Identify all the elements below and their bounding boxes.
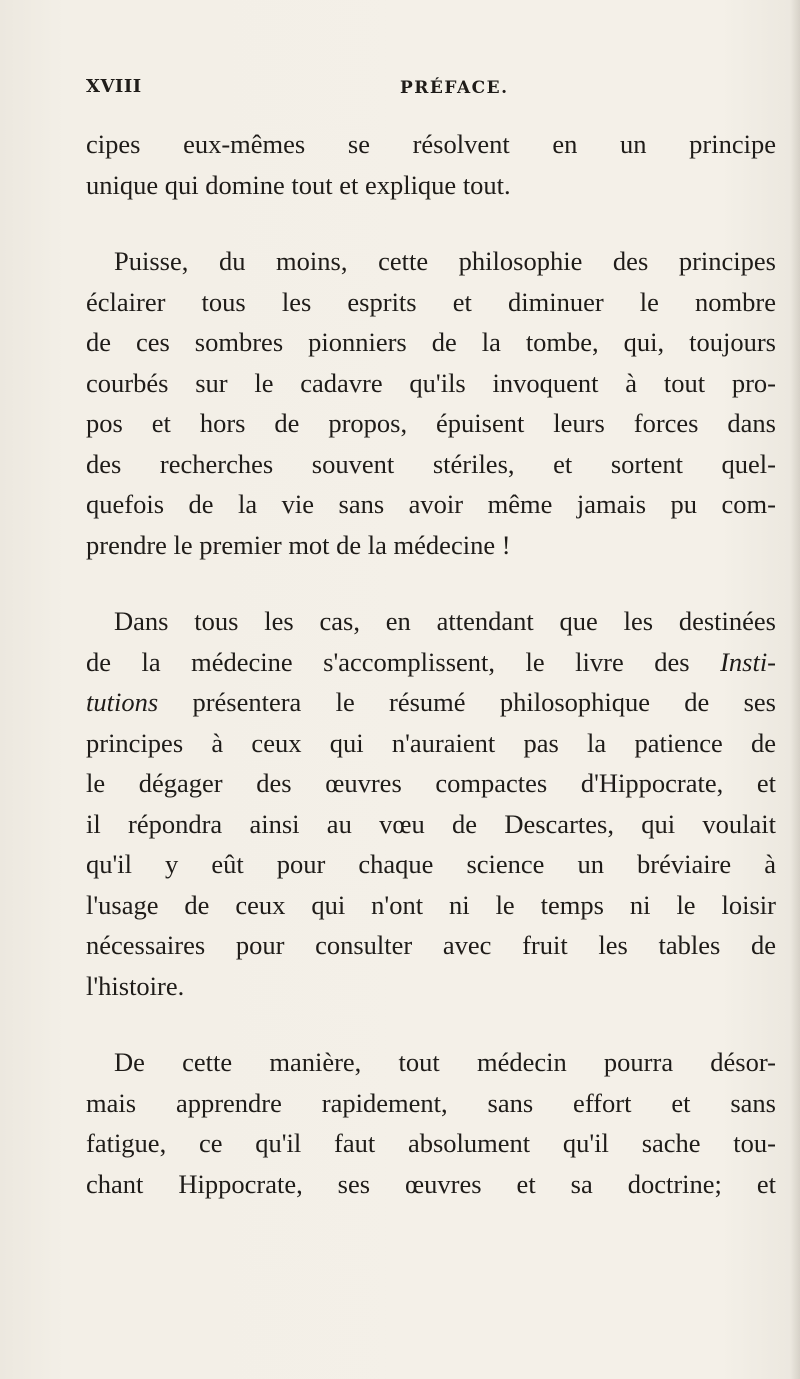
text-line: cipes eux-mêmes se résolvent en un principe <box>86 129 776 159</box>
text-line: fatigue, ce qu'il faut absolument qu'il sache tou- <box>86 1128 776 1158</box>
text-line: prendre le premier mot de la médecine ! <box>86 529 511 560</box>
text-line: éclairer tous les esprits et diminuer le nombre <box>86 286 776 317</box>
text-line: De cette manière, tout médecin pourra désor- <box>114 1047 776 1077</box>
paragraph-3 <box>86 601 776 1006</box>
text-line: nécessaires pour consulter avec fruit les tables de <box>86 930 776 960</box>
text-line: pos et hors de propos, épuisent leurs forces dans <box>86 408 776 438</box>
text-line: unique qui domine tout et explique tout. <box>86 169 511 200</box>
paragraph-4 <box>86 1042 776 1204</box>
text-fragment: de la médecine s'accomplissent, le livre des <box>86 646 690 677</box>
italic-title: Insti- <box>720 646 776 677</box>
text-line: Dans tous les cas, en attendant que les destinées <box>114 606 776 636</box>
paragraph-1 <box>86 124 776 205</box>
italic-title: tutions <box>86 687 159 717</box>
text-line: il répondra ainsi au vœu de Descartes, qui voulait <box>86 808 776 839</box>
text-line: le dégager des œuvres compactes d'Hippocrate, et <box>86 768 776 798</box>
body-text <box>86 124 776 1204</box>
text-line: mais apprendre rapidement, sans effort et sans <box>86 1087 776 1118</box>
text-line: qu'il y eût pour chaque science un bréviaire à <box>86 849 776 879</box>
text-line: principes à ceux qui n'auraient pas la patience de <box>86 727 776 758</box>
text-line <box>86 682 776 723</box>
text-line <box>86 642 776 683</box>
text-line: de ces sombres pionniers de la tombe, qui, toujours <box>86 327 776 357</box>
running-head: PRÉFACE. <box>400 78 509 98</box>
text-line: l'usage de ceux qui n'ont ni le temps ni le loisir <box>86 889 776 920</box>
text-line: courbés sur le cadavre qu'ils invoquent à tout pro- <box>86 367 776 398</box>
text-fragment: présentera le résumé philosophique de ses <box>158 687 776 717</box>
text-line: quefois de la vie sans avoir même jamais pu com- <box>86 489 776 519</box>
paragraph-2 <box>86 241 776 565</box>
text-line: Puisse, du moins, cette philosophie des principes <box>114 246 776 276</box>
text-line: des recherches souvent stériles, et sortent quel- <box>86 448 776 479</box>
page-header <box>0 76 800 106</box>
page-number: XVIII <box>86 76 142 97</box>
text-line: l'histoire. <box>86 970 185 1001</box>
page-edge-shadow <box>790 0 800 1379</box>
text-line: chant Hippocrate, ses œuvres et sa doctrine; et <box>86 1168 776 1199</box>
